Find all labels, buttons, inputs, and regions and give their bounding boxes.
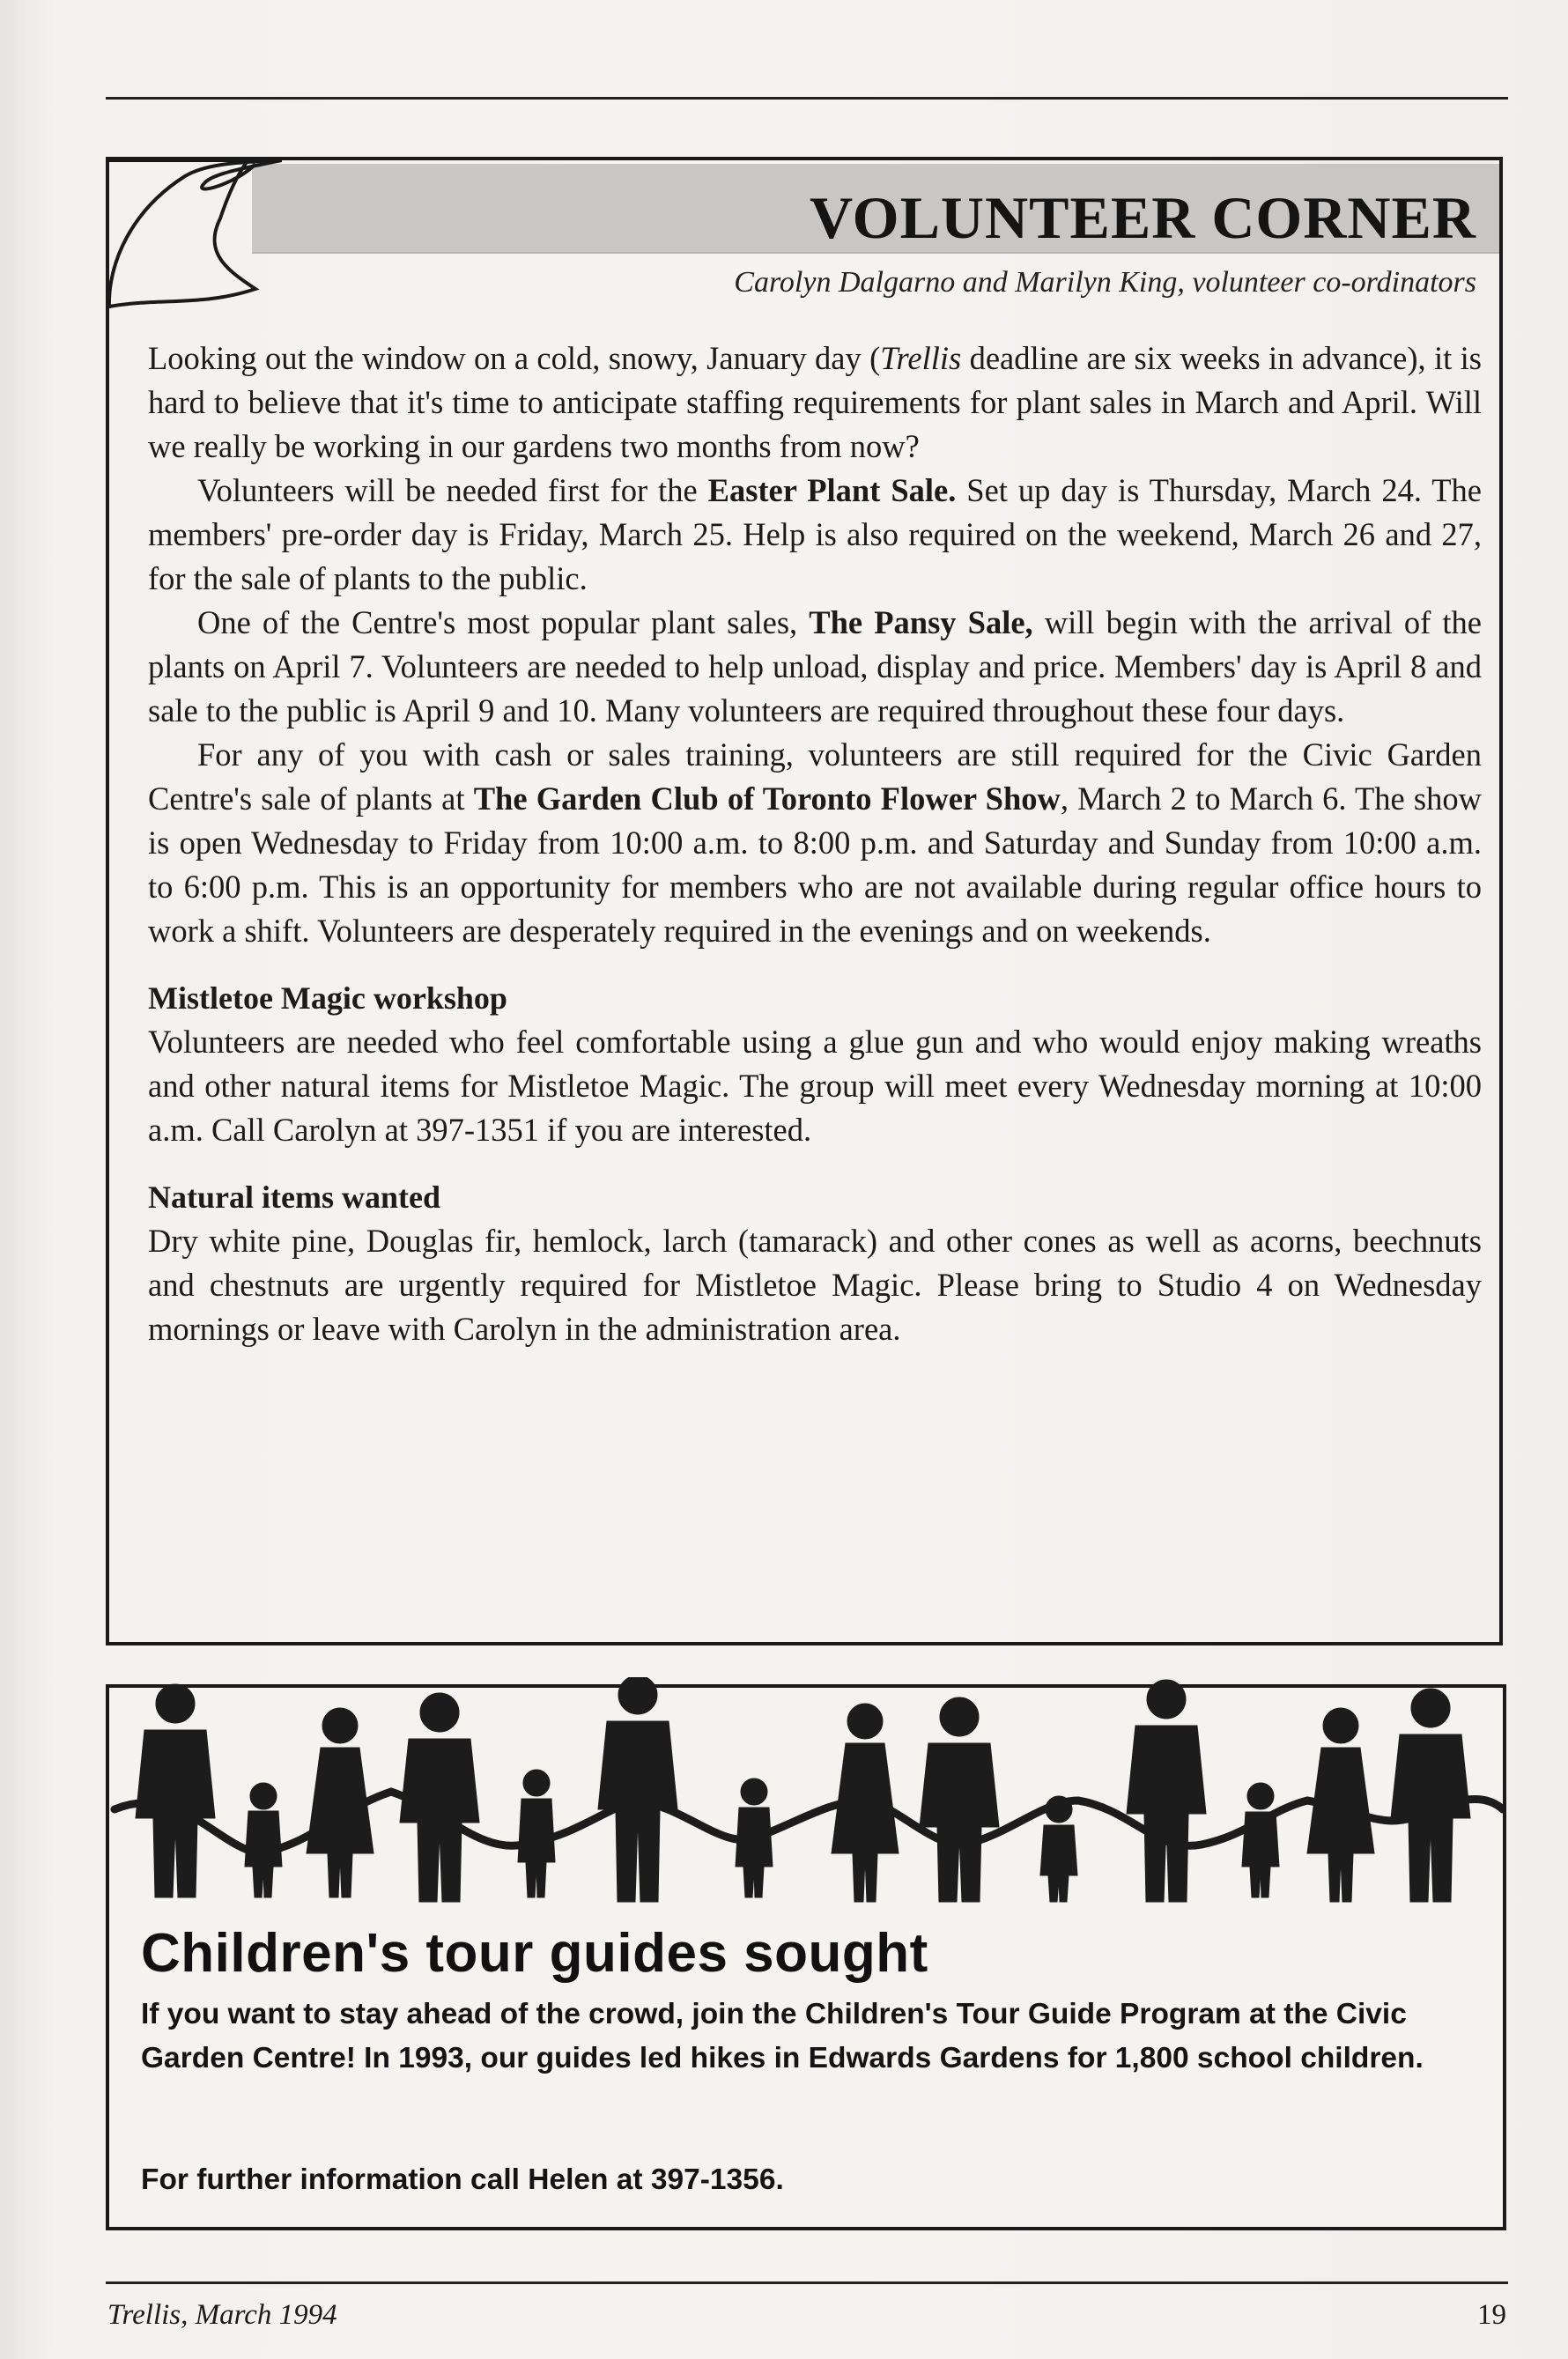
section-title: VOLUNTEER CORNER: [809, 184, 1476, 251]
childrens-body: If you want to stay ahead of the crowd, join the Children's Tour Guide Program at the Civic Garden Centre! In 1993, our guides led hikes in Edwards Gardens for 1,800 school children.: [141, 1998, 1424, 2074]
top-rule: [106, 97, 1508, 100]
volunteer-corner-box: [106, 157, 1503, 1645]
childrens-title: Children's tour guides sought: [141, 1923, 928, 1984]
paragraph-intro: Looking out the window on a cold, snowy, January day (Trellis deadline are six weeks in advance), it is hard to believe that it's time to anticipate staffing requirements for plant sales in March and April. Will we really be working in our gardens two months from now?: [148, 340, 1482, 464]
paragraph-natural-items: Dry white pine, Douglas fir, hemlock, larch (tamarack) and other cones as well as acorns, beechnuts and chestnuts are urgently required for Mistletoe Magic. Please bring to Studio 4 on Wednesday mornings or leave with Carolyn in the administration area.: [148, 1223, 1482, 1347]
heading-natural-items: Natural items wanted: [148, 1180, 440, 1215]
byline: Carolyn Dalgarno and Marilyn King, volunteer co-ordinators: [734, 266, 1476, 299]
bottom-rule: [106, 2281, 1508, 2284]
footer-publication: Trellis, March 1994: [107, 2299, 337, 2331]
paragraph-pansy: One of the Centre's most popular plant sales, The Pansy Sale, will begin with the arrival of the plants on April 7. Volunteers are needed to help unload, display and price. Members' day is April 8 and sale to the public is April 9 and 10. Many volunteers are required throughout these four days.: [148, 604, 1482, 728]
page-number: 19: [1477, 2299, 1506, 2331]
article-body: [148, 336, 1482, 1351]
childrens-contact: For further information call Helen at 397-1356.: [141, 2163, 784, 2196]
childrens-guides-box: [106, 1684, 1506, 2230]
paragraph-easter: Volunteers will be needed first for the Easter Plant Sale. Set up day is Thursday, March 24. The members' pre-order day is Friday, March 25. Help is also required on the weekend, March 26 and 27, for the sale of plants to the public.: [148, 472, 1483, 596]
paragraph-mistletoe: Volunteers are needed who feel comfortable using a glue gun and who would enjoy making wreaths and other natural items for Mistletoe Magic. The group will meet every Wednesday morning at 10:00 a.m. Call Carolyn at 397-1351 if you are interested.: [148, 1024, 1482, 1148]
heading-mistletoe: Mistletoe Magic workshop: [148, 980, 507, 1016]
page-curl-graphic: [106, 157, 282, 333]
paragraph-flower-show: For any of you with cash or sales training, volunteers are still required for the Civic Garden Centre's sale of plants at The Garden Club of Toronto Flower Show, March 2 to March 6. The show is open Wednesday to Friday from 10:00 a.m. to 8:00 p.m. and Saturday and Sunday from 10:00 a.m. to 6:00 p.m. This is an opportunity for members who are not available during regular office hours to work a shift. Volunteers are desperately required in the evenings and on weekends.: [148, 736, 1482, 949]
